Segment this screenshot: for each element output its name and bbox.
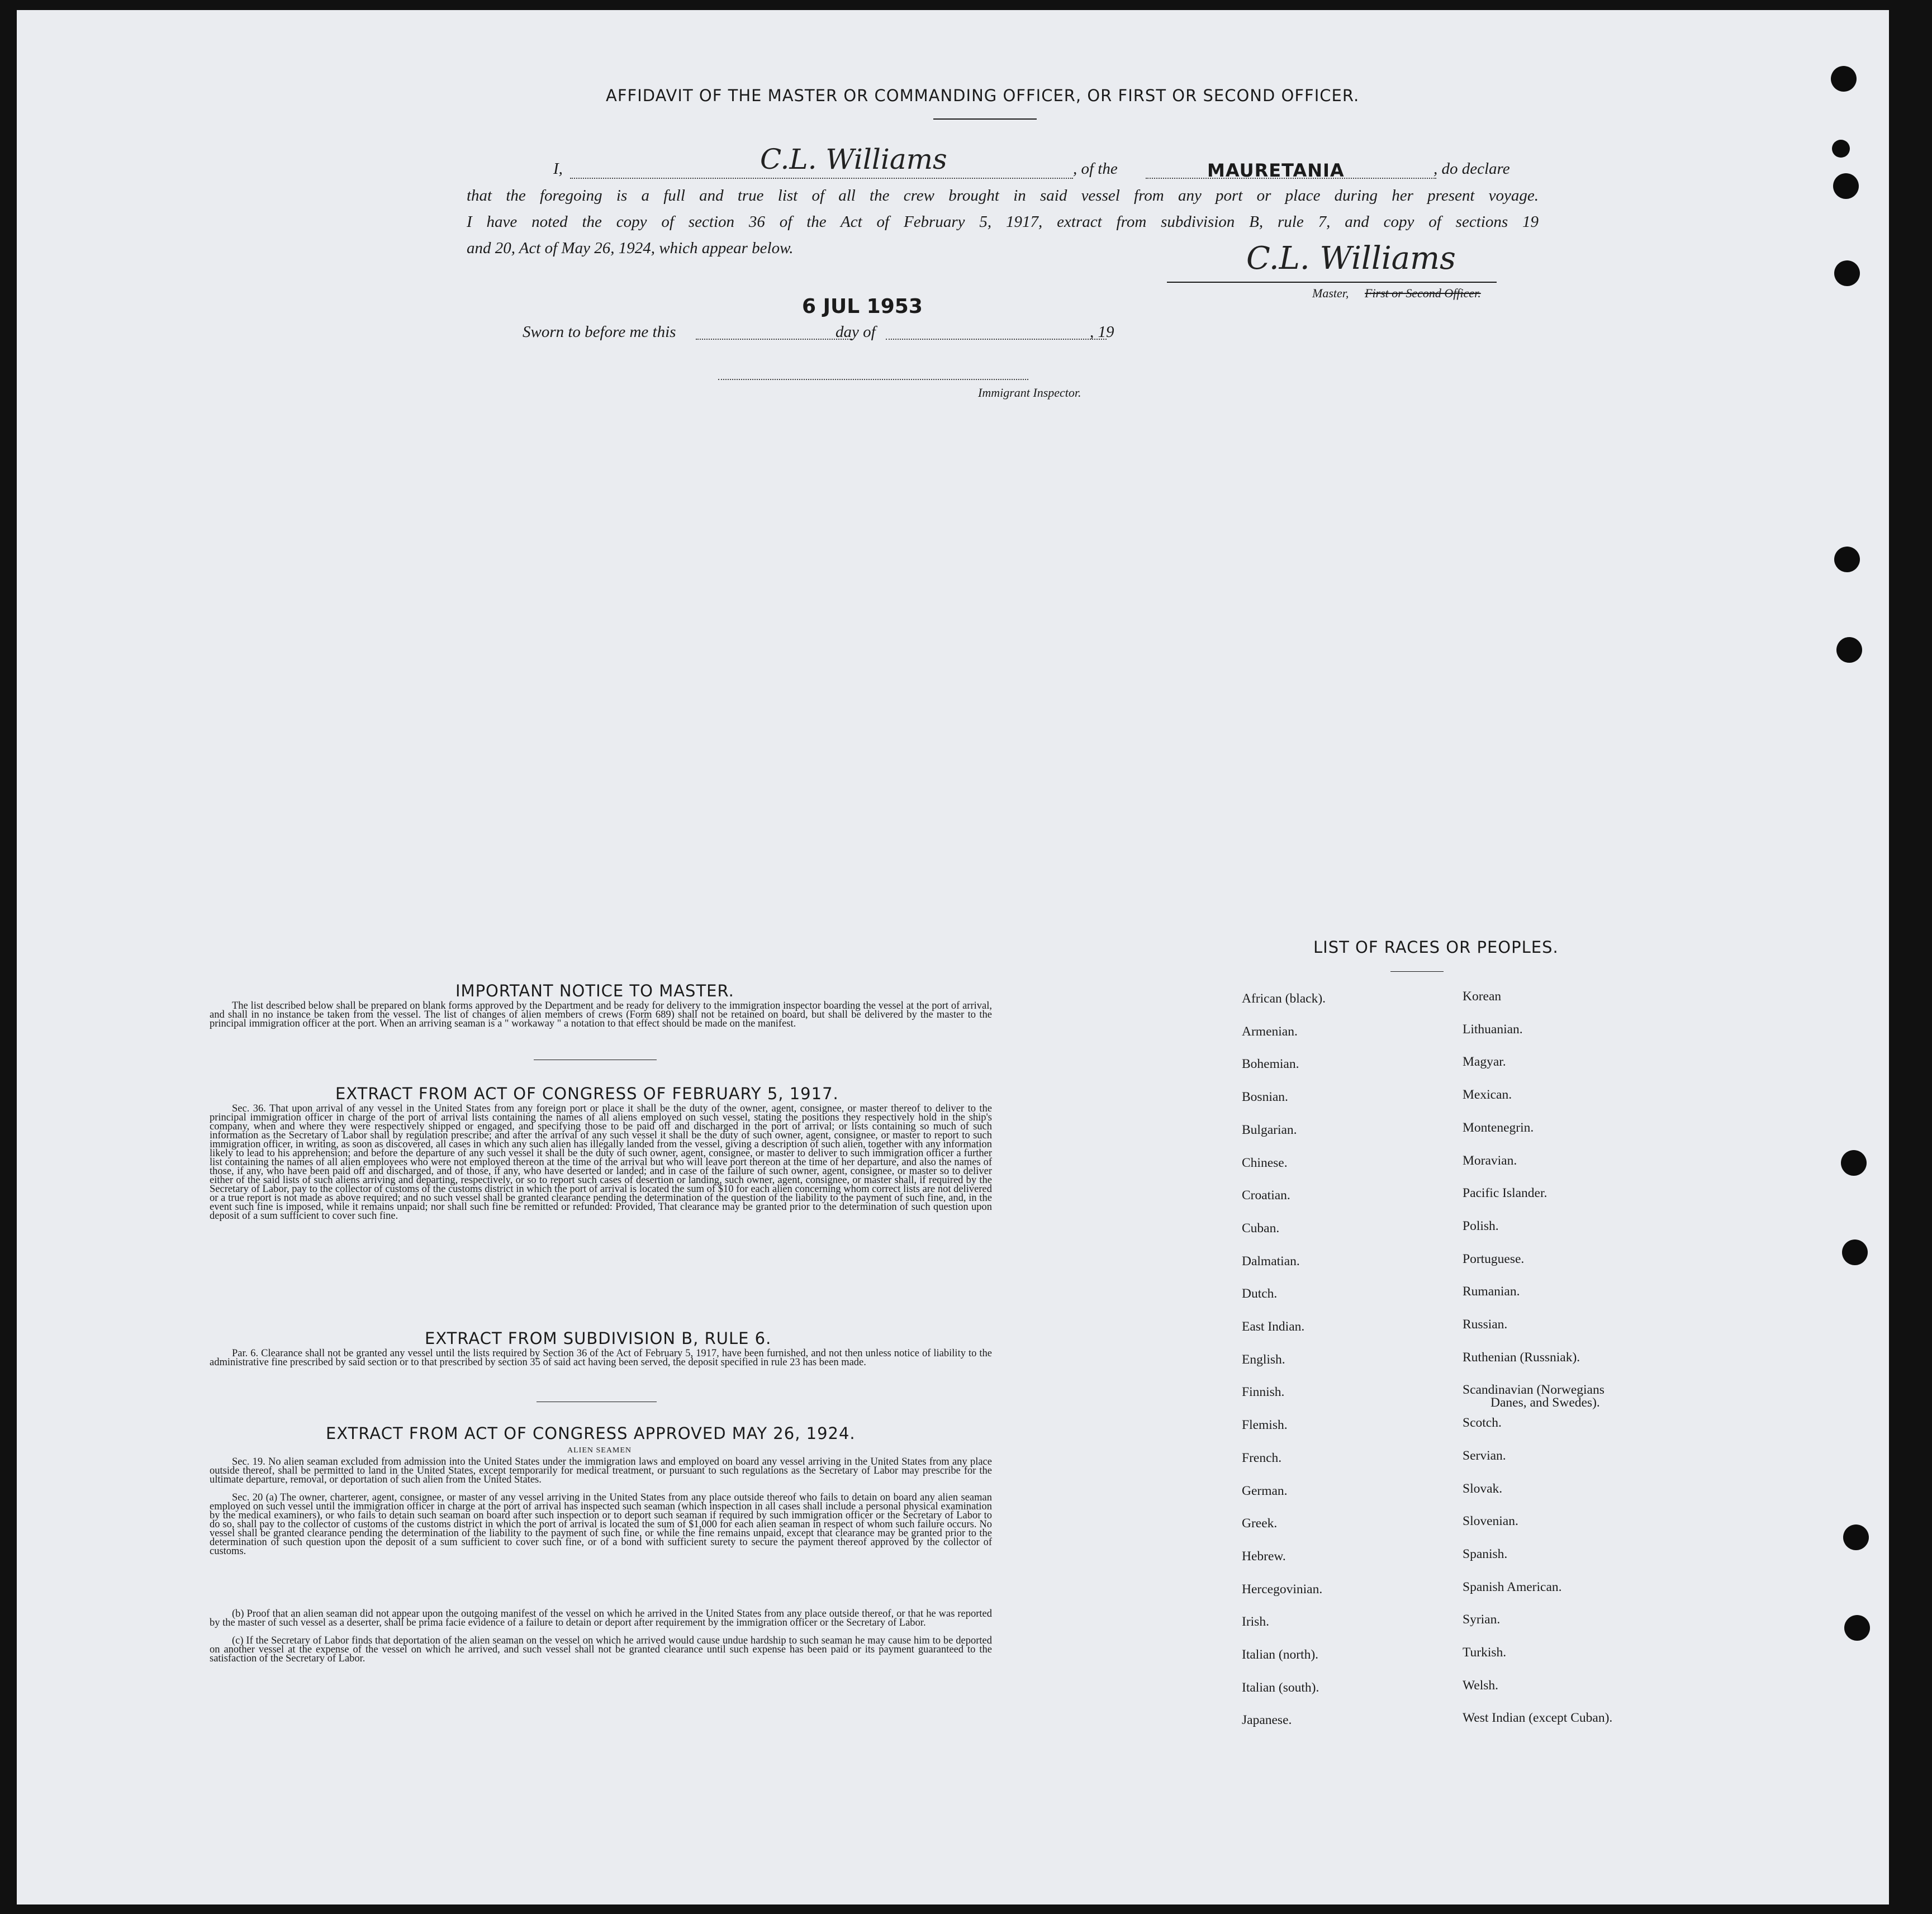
- races-left-column: [1242, 991, 1421, 1802]
- race-item: Montenegrin.: [1463, 1120, 1534, 1135]
- master-signature: C.L. Williams: [1246, 240, 1456, 277]
- race-item: Armenian.: [1242, 1024, 1298, 1039]
- punch-hole: [1842, 1239, 1868, 1265]
- race-item: Cuban.: [1242, 1220, 1280, 1236]
- master-name-line: [570, 178, 1073, 179]
- race-item: Slovak.: [1463, 1481, 1503, 1496]
- extract-1924-sec20c: (c) If the Secretary of Labor finds that deportation of the alien seaman on the vessel on which he arrived would cause undue hardship to such seaman he may cause him to be deported on another vessel at the expense of the vessel on which he arrived, and such vessel shall not be granted clearance until such expense has been paid or its payment guaranteed to the satisfaction of the Secretary of Labor.: [210, 1635, 992, 1664]
- races-heading: LIST OF RACES OR PEOPLES.: [1313, 938, 1559, 957]
- signature-line: [1167, 282, 1497, 283]
- sworn-month-line: [886, 339, 1107, 340]
- race-item: English.: [1242, 1352, 1285, 1367]
- punch-hole: [1832, 140, 1850, 158]
- race-item: Finnish.: [1242, 1385, 1285, 1400]
- race-item: Russian.: [1463, 1317, 1508, 1332]
- race-item: Welsh.: [1463, 1678, 1499, 1693]
- signature-caption-master: Master,: [1312, 286, 1349, 300]
- extract-1917-heading: EXTRACT FROM ACT OF CONGRESS OF FEBRUARY 5, 1917.: [335, 1084, 839, 1103]
- punch-hole: [1834, 260, 1860, 286]
- race-item: Chinese.: [1242, 1155, 1288, 1170]
- race-item: Moravian.: [1463, 1153, 1517, 1168]
- race-item: Magyar.: [1463, 1055, 1506, 1070]
- heading-divider: [933, 118, 1037, 120]
- race-item-continuation: Danes, and Swedes).: [1490, 1395, 1600, 1410]
- day-of-label: day of: [836, 323, 876, 341]
- race-item: Korean: [1463, 989, 1502, 1004]
- race-item: Spanish.: [1463, 1546, 1508, 1561]
- signature-caption-struck: First or Second Officer.: [1365, 286, 1481, 300]
- race-item: Syrian.: [1463, 1612, 1501, 1627]
- race-item: Dutch.: [1242, 1286, 1278, 1302]
- race-item: Servian.: [1463, 1448, 1506, 1463]
- affidavit-body-line-2: I have noted the copy of section 36 of the Act of February 5, 1917, extract from subdivision B, rule 7, and copy of sections 19: [467, 213, 1539, 231]
- of-the-label: , of the: [1073, 160, 1118, 178]
- punch-hole: [1834, 547, 1860, 572]
- extract-1924-sec19: Sec. 19. No alien seaman excluded from admission into the United States under the immigration laws and employed on board any vessel arriving in the United States from any place outside thereof, shall be permitted to land in the United States, except temporarily for medical treatment, or pursuant to such regulations as the Secretary of Labor may prescribe for the ultimate departure, removal, or deportation of such alien from the United States.: [210, 1456, 992, 1485]
- race-item: Japanese.: [1242, 1713, 1292, 1728]
- year-label: , 19: [1090, 323, 1114, 341]
- races-right-column: [1463, 989, 1675, 1799]
- race-item: Hebrew.: [1242, 1549, 1286, 1564]
- race-item: Croatian.: [1242, 1188, 1290, 1203]
- punch-hole: [1841, 1150, 1867, 1176]
- vessel-name-stamp: MAURETANIA: [1207, 160, 1345, 181]
- race-item: Portuguese.: [1463, 1251, 1525, 1266]
- race-item: Lithuanian.: [1463, 1022, 1523, 1037]
- race-item: Pacific Islander.: [1463, 1186, 1548, 1201]
- race-item: Slovenian.: [1463, 1514, 1518, 1529]
- race-item: Dalmatian.: [1242, 1253, 1300, 1269]
- notice-text: The list described below shall be prepared on blank forms approved by the Department and be ready for delivery to the immigration inspector boarding the vessel at the port of arrival, and shall in no instance be taken from the vessel. The list of changes of alien members of crews (Form 689) shall not be retained on board, but shall be delivered by the master to the principal immigration officer at the port. When an arriving seaman is a " workaway " a notation to that effect should be made on the manifest.: [210, 1000, 992, 1029]
- punch-hole: [1844, 1615, 1870, 1641]
- race-item: Rumanian.: [1463, 1284, 1520, 1299]
- race-item: East Indian.: [1242, 1319, 1305, 1334]
- extract-1924-heading: EXTRACT FROM ACT OF CONGRESS APPROVED MAY 26, 1924.: [326, 1424, 856, 1443]
- race-item: West Indian (except Cuban).: [1463, 1711, 1613, 1726]
- affidavit-heading: AFFIDAVIT OF THE MASTER OR COMMANDING OFFICER, OR FIRST OR SECOND OFFICER.: [606, 86, 1360, 105]
- race-item: French.: [1242, 1450, 1282, 1465]
- extract-1924-sec20b: (b) Proof that an alien seaman did not appear upon the outgoing manifest of the vessel on which he arrived in the United States from any place outside thereof, or that he was reported by the master of such vessel as a deserter, shall be prima facie evidence of a failure to detain or deport after requirement by the immigration officer or the Secretary of Labor.: [210, 1608, 992, 1628]
- race-item: Irish.: [1242, 1614, 1269, 1630]
- race-item: Hercegovinian.: [1242, 1581, 1323, 1597]
- race-item: Flemish.: [1242, 1418, 1288, 1433]
- extract-rule-text: Par. 6. Clearance shall not be granted any vessel until the lists required by Section 36 of the Act of February 5, 1917, have been furnished, and not then unless notice of liability to the administrative fine prescribed by said section or to that prescribed by section 35 of said act having been served, the deposit specified in rule 23 has been made.: [210, 1348, 992, 1368]
- race-item: Italian (south).: [1242, 1680, 1319, 1695]
- affidavit-body-line-3: and 20, Act of May 26, 1924, which appear below.: [467, 239, 794, 257]
- race-item: Italian (north).: [1242, 1647, 1319, 1662]
- punch-hole: [1843, 1524, 1869, 1550]
- race-item: Turkish.: [1463, 1645, 1507, 1660]
- punch-hole: [1836, 637, 1862, 663]
- race-item: German.: [1242, 1483, 1288, 1498]
- race-item: Ruthenian (Russniak).: [1463, 1350, 1580, 1365]
- affidavit-body-line-1: that the foregoing is a full and true list of all the crew brought in said vessel from any port or place during her present voyage.: [467, 187, 1539, 205]
- race-item: Spanish American.: [1463, 1579, 1562, 1594]
- race-item: Bohemian.: [1242, 1057, 1299, 1072]
- extract-1917-text: Sec. 36. That upon arrival of any vessel in the United States from any foreign port or place it shall be the duty of the owner, agent, consignee, or master thereof to deliver to the principal immigration officer in charge of the port of arrival lists containing the names of all aliens employed on such vessel, stating the positions they respectively hold in the ship's company, when and where they were respectively shipped or engaged, and specifying those to be paid off and discharged in the port of arrival; or lists containing so much of such information as the Secretary of Labor shall by regulation prescribe; and after the arrival of any such vessel it shall be the duty of such owner, agent, consignee, or master to report to such immigration officer, in writing, as soon as discovered, all cases in which any such alien has illegally landed from the vessel, giving a description of such alien, together with any information likely to lead to his apprehension; and before the departure of any such vessel it shall be the duty of such owner, agent, consignee, or master to deliver to such immigration officer a further list containing the names of all alien employees who were not employed thereon at the time of the arrival but who will leave port thereon at the time of her departure, and also the names of those, if any, who have been paid off and discharged, and of those, if any, who have deserted or landed; and in case of the failure of such owner, agent, consignee, or master so to deliver either of the said lists of such aliens arriving and departing, respectively, or so to report such cases of desertion or landing, such owner, agent, consignee, or master shall, if required by the Secretary of Labor, pay to the collector of customs of the customs district in which the port of arrival is located the sum of $10 for each alien concerning whom correct lists are not delivered or a true report is not made as above required; and no such vessel shall be granted clearance pending the determination of the question of the liability to the payment of such fine, and, in the event such fine is imposed, while it remains unpaid; nor shall such fine be remitted or refunded: Provided, That clearance may be granted prior to the determination of such question upon deposit of a sum sufficient to cover such fine.: [210, 1103, 992, 1222]
- race-item: Scotch.: [1463, 1416, 1502, 1431]
- races-divider: [1390, 971, 1444, 972]
- document-page: [17, 10, 1889, 1904]
- race-item: Bulgarian.: [1242, 1122, 1297, 1137]
- inspector-signature-line: [718, 379, 1028, 380]
- i-label: I,: [553, 160, 563, 178]
- race-item: Scandinavian (Norwegians: [1463, 1383, 1605, 1398]
- inspector-caption: Immigrant Inspector.: [978, 386, 1081, 400]
- race-item: Bosnian.: [1242, 1090, 1288, 1105]
- date-stamp: 6 JUL 1953: [802, 295, 923, 318]
- extract-1924-sec20a: Sec. 20 (a) The owner, charterer, agent, consignee, or master of any vessel arriving in the United States from any place outside thereof who fails to detain on board any alien seaman employed on such vessel until the immigration officer in charge at the port of arrival has inspected such seaman (which inspection in all cases shall include a personal physical examination by the medical examiners), or who fails to detain such seaman on board after such inspection or to deport such seaman if required by such immigration officer or the Secretary of Labor to do so, shall pay to the collector of customs of the customs district in which the port of arrival is located the sum of $1,000 for each alien seaman in respect of whom such failure occurs. No vessel shall be granted clearance pending the determination of the liability to the payment of such fine, or while the fine remains unpaid, except that clearance may be granted prior to the determination of such question upon the deposit of a sum sufficient to cover such fine, or of a bond with sufficient surety to secure the payment thereof approved by the collector of customs.: [210, 1492, 992, 1557]
- sworn-label: Sworn to before me this: [523, 323, 676, 341]
- notice-heading: IMPORTANT NOTICE TO MASTER.: [455, 981, 734, 1000]
- race-item: Greek.: [1242, 1516, 1278, 1531]
- punch-hole: [1833, 173, 1859, 199]
- race-item: Mexican.: [1463, 1087, 1512, 1103]
- race-item: Polish.: [1463, 1218, 1499, 1233]
- punch-hole: [1831, 66, 1857, 92]
- alien-seamen-subheading: ALIEN SEAMEN: [567, 1446, 632, 1455]
- sworn-day-line: [696, 339, 852, 340]
- do-declare-label: , do declare: [1433, 160, 1510, 178]
- extract-rule-heading: EXTRACT FROM SUBDIVISION B, RULE 6.: [425, 1329, 772, 1348]
- master-name-handwritten: C.L. Williams: [760, 143, 947, 175]
- race-item: African (black).: [1242, 991, 1326, 1006]
